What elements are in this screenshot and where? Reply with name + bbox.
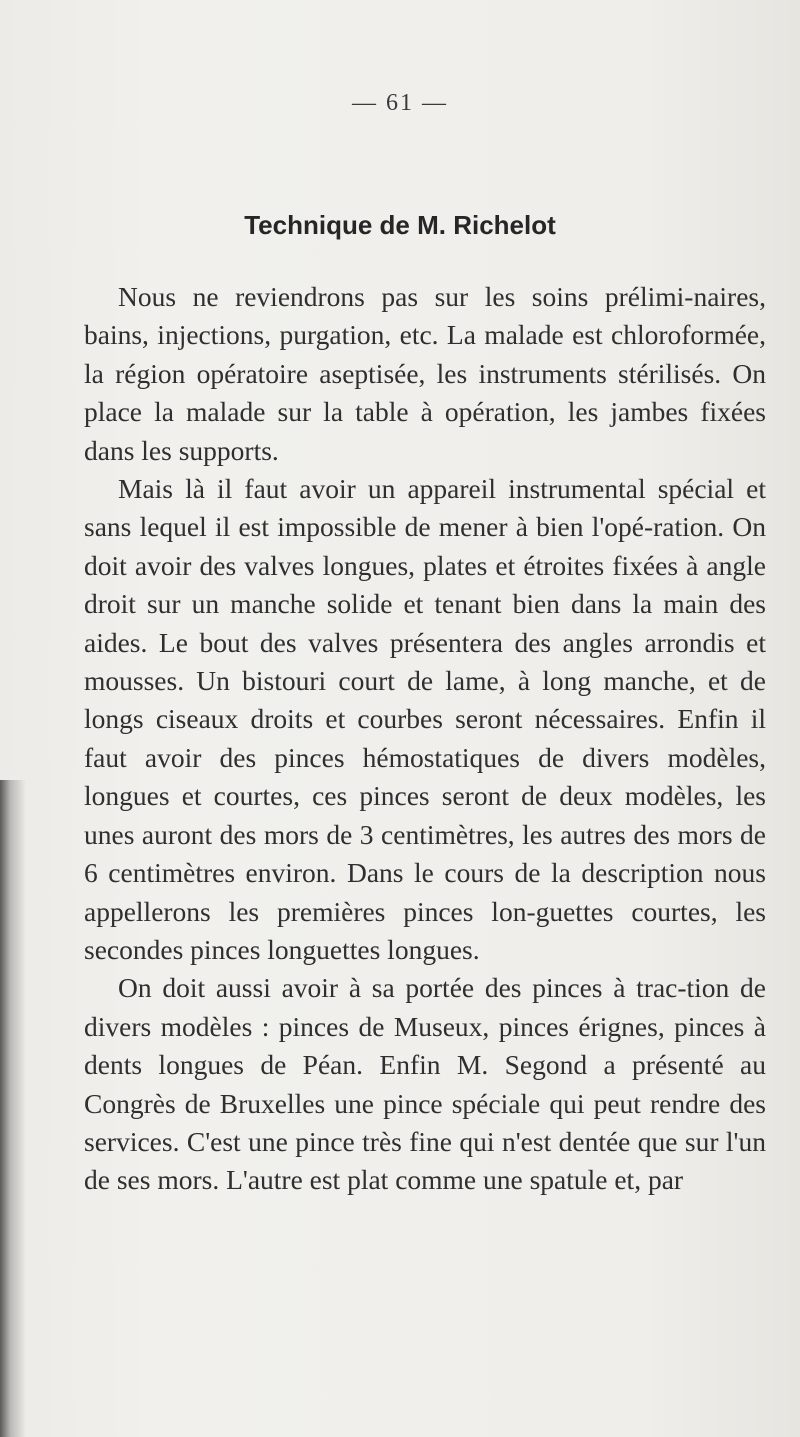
binding-shadow [0, 780, 26, 1437]
paragraph: On doit aussi avoir à sa portée des pinces à trac-tion de divers modèles : pinces de Museux, pinces érignes, pinces à dents longues de Péan. Enfin M. Segond a présenté au Congrès de Bruxelles une pince spéciale qui peut rendre des services. C'est une pince très fine qui n'est dentée que sur l'un de ses mors. L'autre est plat comme une spatule et, par [84, 972, 766, 1196]
page-number: — 61 — [352, 90, 448, 116]
paragraph: Mais là il faut avoir un appareil instrumental spécial et sans lequel il est impossible de mener à bien l'opé-ration. On doit avoir des valves longues, plates et étroites fixées à angle droit sur un manche solide et tenant bien dans la main des aides. Le bout des valves présentera des angles arrondis et mousses. Un bistouri court de lame, à long manche, et de longs ciseaux droits et courbes seront nécessaires. Enfin il faut avoir des pinces hémostatiques de divers modèles, longues et courtes, ces pinces seront de deux modèles, les unes auront des mors de 3 centimètres, les autres des mors de 6 centimètres environ. Dans le cours de la description nous appellerons les premières pinces lon-guettes courtes, les secondes pinces longuettes longues. [84, 473, 766, 965]
body-text [84, 278, 766, 1200]
section-title: Technique de M. Richelot [244, 210, 556, 240]
paragraph: Nous ne reviendrons pas sur les soins prélimi-naires, bains, injections, purgation, etc. La malade est chloroformée, la région opératoire aseptisée, les instruments stérilisés. On place la malade sur la table à opération, les jambes fixées dans les supports. [84, 281, 766, 466]
